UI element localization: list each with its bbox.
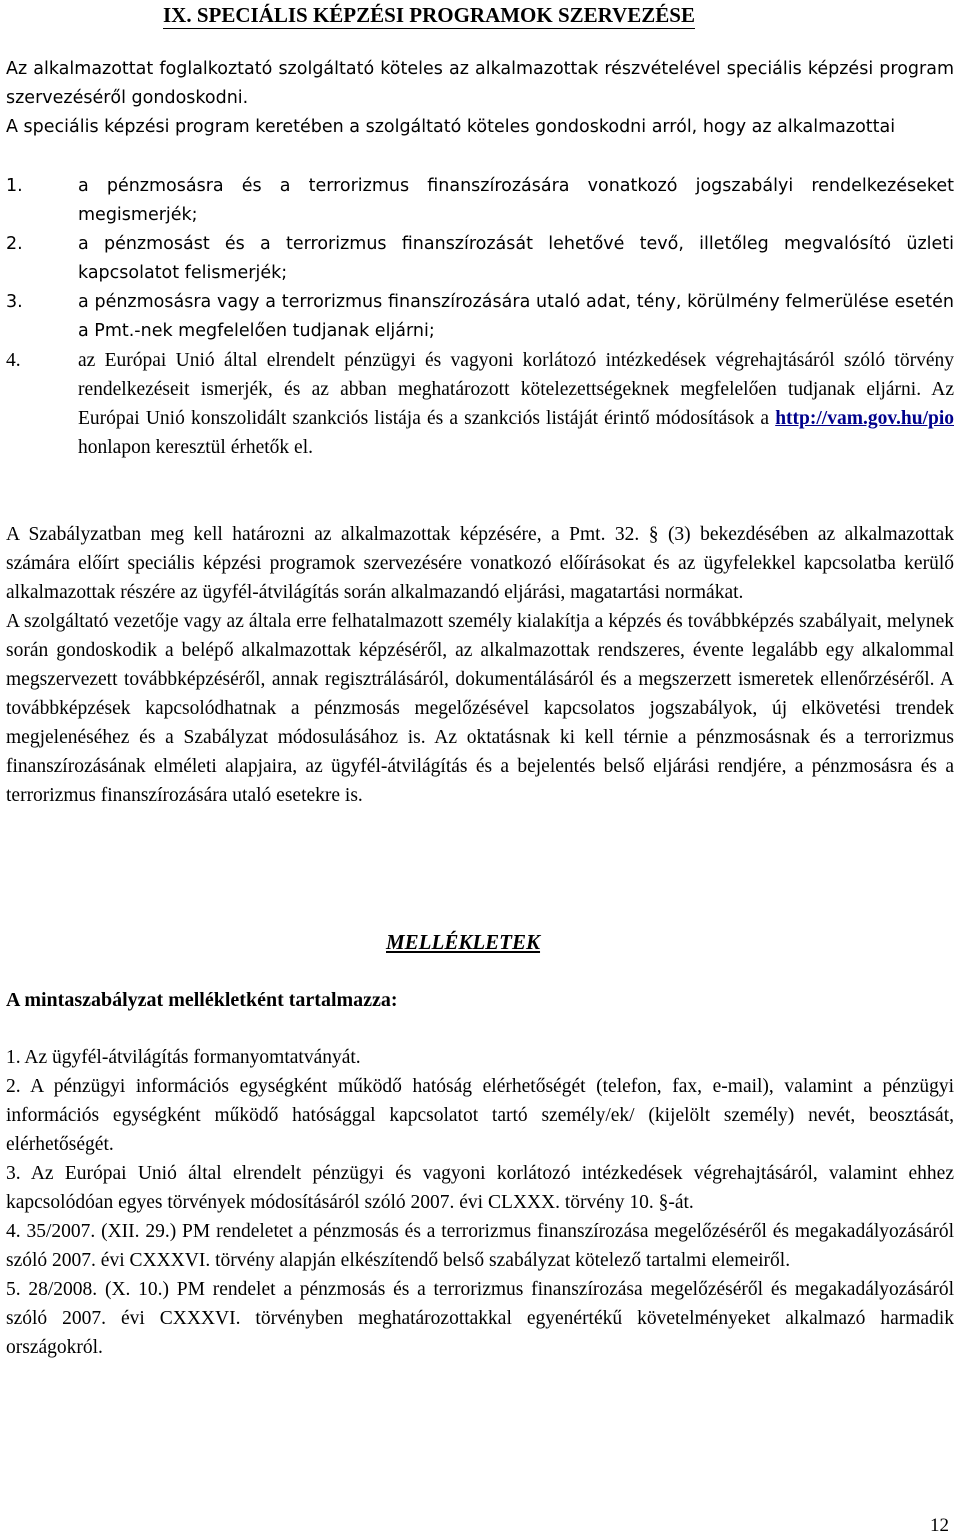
list-item-number: 1. (6, 176, 23, 196)
annexes-subheading: A mintaszabályzat mellékletként tartalmazza: (6, 989, 398, 1011)
list-item-text-after-link: honlapon keresztül érhetők el. (78, 437, 313, 458)
annex-item: 2. A pénzügyi információs egységként működő hatóság elérhetőségét (telefon, fax, e-mail), valamint a pénzügyi információs egységként működő hatósággal kapcsolatot tartó személy/ek/ (kijelölt személy) nevét, beosztását, elérhetőségét. (6, 1076, 954, 1155)
annex-item: 4. 35/2007. (XII. 29.) PM rendeletet a pénzmosás és a terrorizmus finanszírozása megelőzéséről és megakadályozásáról szóló 2007. évi CXXXVI. törvény alapján elkészítendő belső szabályzat kötelező tartalmi elemeiről. (6, 1221, 954, 1271)
list-item (6, 288, 954, 346)
list-item-text-before-link: az Európai Unió által elrendelt pénzügyi és vagyoni korlátozó intézkedések végrehajtásáról szóló törvény rendelkezéseit ismerjék, és az abban meghatározott kötelezettségeknek megfelelően tudjanak eljárni. Az Európai Unió konszolidált szankciós listája és a szankciós listáját érintő módosítások a (78, 350, 954, 429)
annex-item: 3. Az Európai Unió által elrendelt pénzügyi és vagyoni korlátozó intézkedések végrehajtásáról, valamint ehhez kapcsolódóan egyes törvények módosításáról szóló 2007. évi CLXXX. törvény 10. §-át. (6, 1163, 954, 1213)
section-title: IX. SPECIÁLIS KÉPZÉSI PROGRAMOK SZERVEZÉSE (163, 3, 695, 27)
list-item-number: 4. (6, 350, 21, 371)
list-item-number: 3. (6, 292, 23, 312)
obligation-4 (6, 346, 954, 462)
annex-item: 5. 28/2008. (X. 10.) PM rendelet a pénzmosás és a terrorizmus finanszírozása megelőzéséről és megakadályozásáról szóló 2007. évi CXXXVI. törvényben meghatározottakkal egyenértékű követelményeket alkalmazó harmadik országokról. (6, 1279, 954, 1358)
vam-gov-link[interactable]: http://vam.gov.hu/pio (775, 408, 954, 429)
list-item (6, 346, 954, 462)
intro-paragraph-1: Az alkalmazottat foglalkoztató szolgáltató köteles az alkalmazottak részvételével speciális képzési program szervezéséről gondoskodni. (6, 59, 954, 108)
annexes-list (6, 1043, 954, 1362)
intro-paragraph-2: A speciális képzési program keretében a szolgáltató köteles gondoskodni arról, hogy az alkalmazottai (6, 117, 896, 137)
annex-item: 1. Az ügyfél-átvilágítás formanyomtatványát. (6, 1047, 361, 1068)
list-item-text: a pénzmosásra vagy a terrorizmus finanszírozására utaló adat, tény, körülmény felmerülése esetén a Pmt.-nek megfelelően tudjanak eljárni; (78, 292, 954, 341)
list-item-number: 2. (6, 234, 23, 254)
list-item (6, 172, 954, 230)
body-paragraph-1: A Szabályzatban meg kell határozni az alkalmazottak képzésére, a Pmt. 32. § (3) bekezdésében az alkalmazottak számára előírt speciális képzési programok szervezésére vonatkozó előírásokat és az ügyfelekkel kapcsolatba kerülő alkalmazottak részére az ügyfél-átvilágítás során alkalmazandó eljárási, magatartási normákat. (6, 524, 954, 603)
list-item-text: a pénzmosásra és a terrorizmus finanszírozására vonatkozó jogszabályi rendelkezéseket megismerjék; (78, 176, 954, 225)
body-block (6, 520, 954, 810)
page-number: 12 (930, 1515, 949, 1536)
intro-block (6, 55, 954, 142)
annexes-heading: MELLÉKLETEK (386, 930, 541, 954)
list-item-text (78, 346, 954, 462)
body-paragraph-2: A szolgáltató vezetője vagy az általa erre felhatalmazott személy kialakítja a képzés és továbbképzés szabályait, melynek során gondoskodik a belépő alkalmazottak képzéséről, az alkalmazottak rendszeres, évente legalább egy alkalommal megszervezett továbbképzéséről, annak regisztrálásáról, dokumentálásáról és a megszerzett ismeretek ellenőrzéséről. A továbbképzések kapcsolódhatnak a pénzmosás megelőzésével kapcsolatos jogszabályok, új elkövetési trendek megjelenéséhez és a Szabályzat módosulásához is. Az oktatásnak ki kell térnie a pénzmosásnak és a terrorizmus finanszírozásának elméleti alapjaira, az ügyfél-átvilágítás és a bejelentés belső eljárási rendjére, a pénzmosásra és a terrorizmus finanszírozására utaló esetekre is. (6, 611, 954, 806)
list-item-text: a pénzmosást és a terrorizmus finanszírozását lehetővé tevő, illetőleg megvalósító üzleti kapcsolatot felismerjék; (78, 234, 954, 283)
obligations-list (6, 172, 954, 346)
list-item (6, 230, 954, 288)
